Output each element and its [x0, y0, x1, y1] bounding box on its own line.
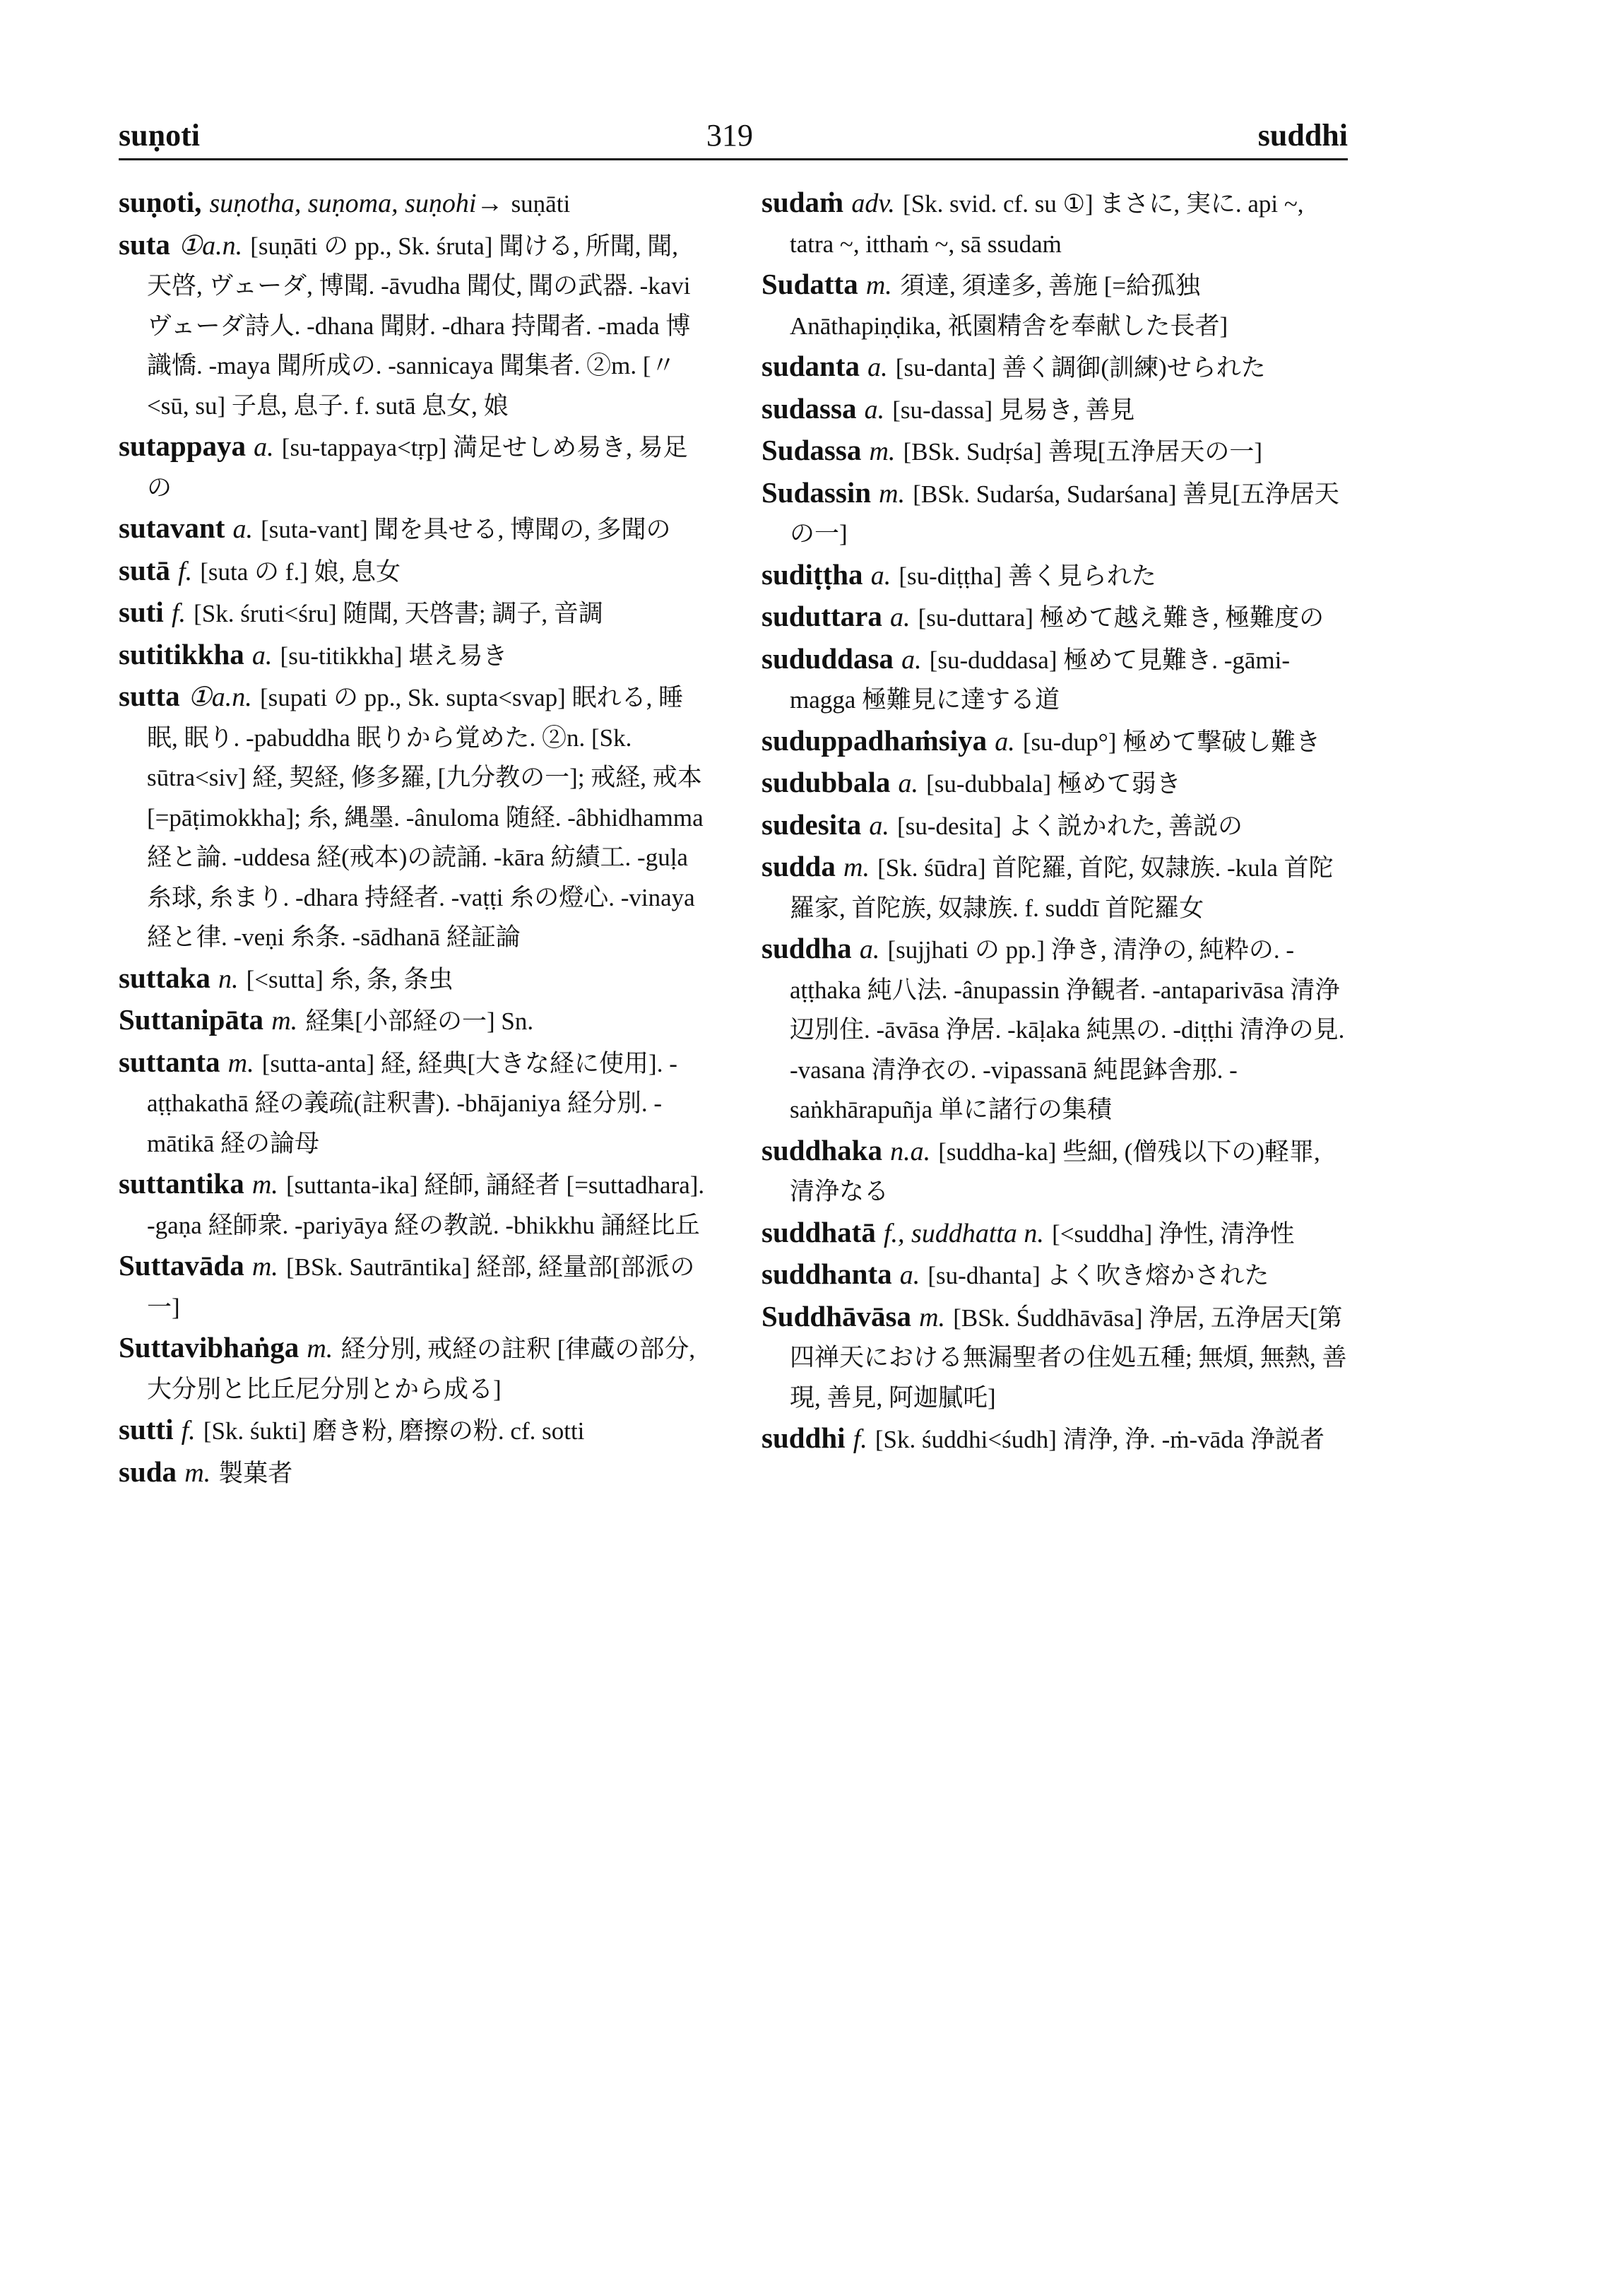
- entry-grammar: n.a.: [890, 1136, 931, 1166]
- entry-grammar: a.: [898, 769, 918, 798]
- entry-grammar: m.: [919, 1302, 946, 1332]
- dictionary-entry: [761, 1130, 1348, 1212]
- page-header: [119, 113, 1348, 160]
- entry-headword: suṇoti,: [119, 186, 202, 218]
- entry-grammar: a.: [890, 603, 911, 632]
- entry-grammar: a.: [899, 1260, 920, 1290]
- entry-headword: sudaṁ: [761, 186, 844, 218]
- entry-grammar: suṇotha, suṇoma, suṇohi→: [209, 189, 504, 218]
- entry-definition: [BSk. Sudṛśa] 善現[五浄居天の一]: [903, 438, 1263, 466]
- entry-headword: sutavant: [119, 512, 225, 544]
- entry-headword: sutappaya: [119, 430, 247, 462]
- entry-definition: 須達, 須達多, 善施 [=給孤独 Anāthapiṇḍika, 祇園精舎を奉献した長者]: [790, 272, 1228, 340]
- entry-definition: suṇāti: [511, 190, 571, 218]
- entry-definition: [su-danta] 善く調御(訓練)せられた: [895, 354, 1266, 382]
- dictionary-entry: [119, 592, 705, 634]
- entry-definition: [<sutta] 糸, 条, 条虫: [246, 965, 454, 993]
- entry-headword: sudda: [761, 850, 836, 882]
- entry-grammar: a.: [870, 560, 891, 591]
- dictionary-entry: [761, 721, 1348, 763]
- dictionary-entry: [119, 550, 705, 593]
- entry-grammar: a.: [232, 514, 254, 544]
- dictionary-entry: [119, 634, 705, 677]
- header-first-guide-word: suṇoti: [119, 118, 200, 153]
- entry-headword: suttanta: [119, 1045, 220, 1078]
- entry-definition: [Sk. śūdra] 首陀羅, 首陀, 奴隷族. -kula 首陀羅家, 首陀族, 奴隷族. f. suddī 首陀羅女: [790, 854, 1334, 922]
- entry-headword: suduttara: [761, 600, 882, 632]
- dictionary-entry: [119, 182, 705, 225]
- entry-definition: [su-duttara] 極めて越え難き, 極難度の: [918, 604, 1324, 632]
- entry-definition: 経分別, 戒経の註釈 [律蔵の部分, 大分別と比丘尼分別とから成る]: [147, 1335, 696, 1403]
- dictionary-entry: [761, 805, 1348, 847]
- dictionary-entry: [761, 264, 1348, 346]
- entry-definition: [Sk. svid. cf. su ①] まさに, 実に. api ~, tatra ~, itthaṁ ~, sā ssudaṁ: [790, 190, 1304, 258]
- entry-definition: [su-titikkha] 堪え易き: [280, 642, 508, 670]
- entry-headword: suddhaka: [761, 1133, 882, 1166]
- entry-grammar: f., suddhatta n.: [883, 1218, 1044, 1248]
- entry-headword: sududdasa: [761, 642, 894, 675]
- entry-definition: [sujjhati の pp.] 浄き, 清浄の, 純粋の. -aṭṭhaka 純八法. -ânupassin 浄観者. -antaparivāsa 清浄辺別住. -āvāsa 浄居. -kāḷaka 純黒の. -diṭṭhi 清浄の見. -vasana 清浄衣の. -vipassanā 純毘鉢舎那. -saṅkhārapuñja 単に諸行の集積: [790, 936, 1345, 1123]
- entry-headword: sudanta: [761, 350, 860, 382]
- entry-grammar: m.: [869, 437, 896, 466]
- dictionary-entry: [119, 676, 705, 958]
- dictionary-entry: [761, 762, 1348, 805]
- dictionary-entry: [119, 1246, 705, 1328]
- entry-definition: [su-dassa] 見易き, 善見: [892, 396, 1135, 424]
- entry-definition: [su-dhanta] よく吹き熔かされた: [927, 1262, 1269, 1289]
- dictionary-entry: [761, 596, 1348, 639]
- entry-headword: sudassa: [761, 391, 857, 425]
- entry-headword: suddhanta: [761, 1258, 892, 1290]
- entry-definition: [su-duddasa] 極めて見難き. -gāmi-magga 極難見に達する道: [790, 646, 1291, 714]
- entry-headword: suddhi: [761, 1421, 846, 1454]
- entry-headword: sutitikkha: [119, 637, 244, 670]
- entry-definition: [BSk. Śuddhāvāsa] 浄居, 五浄居天[第四禅天における無漏聖者の住処五種; 無煩, 無熱, 善現, 善見, 阿迦膩吒]: [790, 1303, 1347, 1412]
- dictionary-entry: [119, 1042, 705, 1164]
- entry-headword: Suttanipāta: [119, 1003, 264, 1036]
- dictionary-entry: [761, 430, 1348, 473]
- header-last-guide-word: suddhi: [1257, 118, 1348, 153]
- entry-definition: [BSk. Sautrāntika] 経部, 経量部[部派の一]: [147, 1253, 695, 1321]
- entry-headword: sudiṭṭha: [761, 557, 863, 591]
- entry-headword: suttantika: [119, 1167, 244, 1200]
- entry-headword: Sudatta: [761, 268, 858, 300]
- entry-grammar: a.: [864, 394, 885, 425]
- dictionary-entry: [761, 1212, 1348, 1255]
- entry-grammar: ①a.n.: [187, 682, 252, 712]
- entry-definition: [Sk. śukti] 磨き粉, 磨擦の粉. cf. sotti: [203, 1417, 585, 1445]
- entry-grammar: m.: [843, 853, 870, 882]
- entry-headword: sudesita: [761, 808, 862, 841]
- entry-definition: [su-tappaya<tṛp] 満足せしめ易き, 易足の: [147, 434, 688, 502]
- entry-headword: suta: [119, 227, 170, 261]
- dictionary-entry: [119, 1452, 705, 1494]
- entry-definition: [su-diṭṭha] 善く見られた: [899, 562, 1156, 590]
- entry-grammar: m.: [251, 1170, 278, 1200]
- entry-headword: sutta: [119, 680, 180, 712]
- dictionary-entry: [119, 1000, 705, 1042]
- dictionary-entry: [119, 958, 705, 1000]
- entry-grammar: f.: [181, 1416, 196, 1445]
- entry-grammar: m.: [227, 1048, 254, 1078]
- entry-definition: [suddha-ka] 些細, (僧残以下の)軽罪, 清浄なる: [790, 1137, 1320, 1205]
- dictionary-entry: [119, 1409, 705, 1452]
- entry-headword: Sudassin: [761, 475, 872, 509]
- entry-headword: sutti: [119, 1413, 174, 1445]
- entry-definition: [suta-vant] 聞を具せる, 博聞の, 多聞の: [261, 516, 671, 543]
- dictionary-entry: [761, 928, 1348, 1130]
- entry-headword: suti: [119, 596, 164, 628]
- entry-headword: Suttavibhaṅga: [119, 1331, 300, 1364]
- entry-definition: [su-desita] よく説かれた, 善説の: [897, 812, 1243, 840]
- dictionary-entry: [761, 1296, 1348, 1419]
- entry-grammar: a.: [251, 640, 273, 670]
- dictionary-entry: [119, 225, 705, 427]
- entry-grammar: f.: [853, 1424, 867, 1454]
- entry-grammar: a.: [901, 644, 922, 675]
- entry-definition: [su-dubbala] 極めて弱き: [926, 770, 1181, 798]
- entry-grammar: a.: [859, 935, 880, 964]
- entry-headword: Suttavāda: [119, 1249, 244, 1282]
- dictionary-entry: [761, 639, 1348, 721]
- entry-grammar: f.: [171, 598, 186, 628]
- left-column: [119, 182, 705, 1494]
- entry-headword: Suddhāvāsa: [761, 1299, 911, 1332]
- entry-definition: [<suddha] 浄性, 清浄性: [1052, 1219, 1295, 1248]
- entry-grammar: a.: [995, 726, 1015, 757]
- right-column: [761, 182, 1348, 1460]
- dictionary-entry: [761, 389, 1348, 431]
- entry-definition: [Sk. śruti<śru] 随聞, 天啓書; 調子, 音調: [194, 600, 603, 627]
- entry-definition: 経集[小部経の一] Sn.: [305, 1007, 534, 1035]
- entry-definition: 製菓者: [218, 1459, 293, 1487]
- dictionary-entry: [761, 182, 1348, 264]
- entry-grammar: ①a.n.: [178, 230, 243, 261]
- entry-definition: [Sk. śuddhi<śudh] 清浄, 浄. -ṁ-vāda 浄説者: [875, 1426, 1324, 1453]
- dictionary-entry: [761, 846, 1348, 928]
- entry-definition: [supati の pp., Sk. supta<svap] 眠れる, 睡眠, 眠り. -pabuddha 眠りから覚めた. ②n. [Sk. sūtra<siv] 経, 契経, 修多羅, [九分教の一]; 戒経, 戒本[=pāṭimokkha]; 糸, 縄墨. -ânuloma 随経. -âbhidhamma 経と論. -uddesa 経(戒本)の読誦. -kāra 紡績工. -guḷa 糸球, 糸まり. -dhara 持経者. -vaṭṭi 糸の燈心. -vinaya 経と律. -veṇi 糸条. -sādhanā 経証論: [147, 684, 704, 951]
- entry-headword: sutā: [119, 553, 170, 586]
- entry-grammar: adv.: [851, 189, 895, 218]
- entry-headword: suda: [119, 1455, 177, 1488]
- dictionary-entry: [119, 508, 705, 550]
- entry-grammar: m.: [307, 1334, 333, 1364]
- dictionary-entry: [761, 555, 1348, 597]
- entry-headword: Sudassa: [761, 434, 862, 466]
- entry-headword: suttaka: [119, 961, 211, 994]
- entry-headword: sudubbala: [761, 766, 891, 798]
- page-number: 319: [706, 118, 753, 153]
- entry-definition: [BSk. Sudarśa, Sudarśana] 善見[五浄居天の一]: [790, 480, 1339, 548]
- entry-grammar: f.: [178, 556, 193, 586]
- entry-definition: [suttanta-ika] 経師, 誦経者 [=suttadhara]. -gaṇa 経師衆. -pariyāya 経の教説. -bhikkhu 誦経比丘: [147, 1171, 705, 1239]
- entry-grammar: m.: [865, 271, 892, 300]
- dictionary-entry: [119, 1328, 705, 1409]
- entry-grammar: m.: [271, 1006, 298, 1036]
- entry-definition: [suta の f.] 娘, 息女: [200, 557, 401, 586]
- entry-headword: suduppadhaṁsiya: [761, 723, 988, 757]
- entry-grammar: m.: [184, 1458, 211, 1488]
- entry-grammar: a.: [254, 432, 274, 462]
- dictionary-entry: [761, 1254, 1348, 1296]
- dictionary-entry: [761, 473, 1348, 555]
- entry-headword: suddhatā: [761, 1215, 876, 1248]
- entry-definition: [suṇāti の pp., Sk. śruta] 聞ける, 所聞, 聞, 天啓, ヴェーダ, 博聞. -āvudha 聞仗, 聞の武器. -kavi ヴェーダ詩人. -dhana 聞財. -dhara 持聞者. -mada 博識憍. -maya 聞所成の. -sannicaya 聞集者. ②m. [〃<sū, su] 子息, 息子. f. sutā 息女, 娘: [147, 232, 691, 420]
- dictionary-entry: [761, 346, 1348, 389]
- dictionary-entry: [119, 426, 705, 508]
- entry-grammar: m.: [879, 478, 906, 509]
- entry-headword: suddha: [761, 932, 852, 964]
- entry-grammar: a.: [869, 810, 889, 841]
- entry-definition: [sutta-anta] 経, 経典[大きな経に使用]. -aṭṭhakathā 経の義疏(註釈書). -bhājaniya 経分別. -mātikā 経の論母: [147, 1049, 677, 1157]
- entry-definition: [su-dup°] 極めて撃破し難き: [1022, 728, 1321, 756]
- entry-grammar: a.: [867, 353, 888, 382]
- dictionary-entry: [119, 1164, 705, 1246]
- entry-grammar: m.: [251, 1252, 278, 1282]
- entry-grammar: n.: [218, 964, 239, 994]
- dictionary-entry: [761, 1418, 1348, 1460]
